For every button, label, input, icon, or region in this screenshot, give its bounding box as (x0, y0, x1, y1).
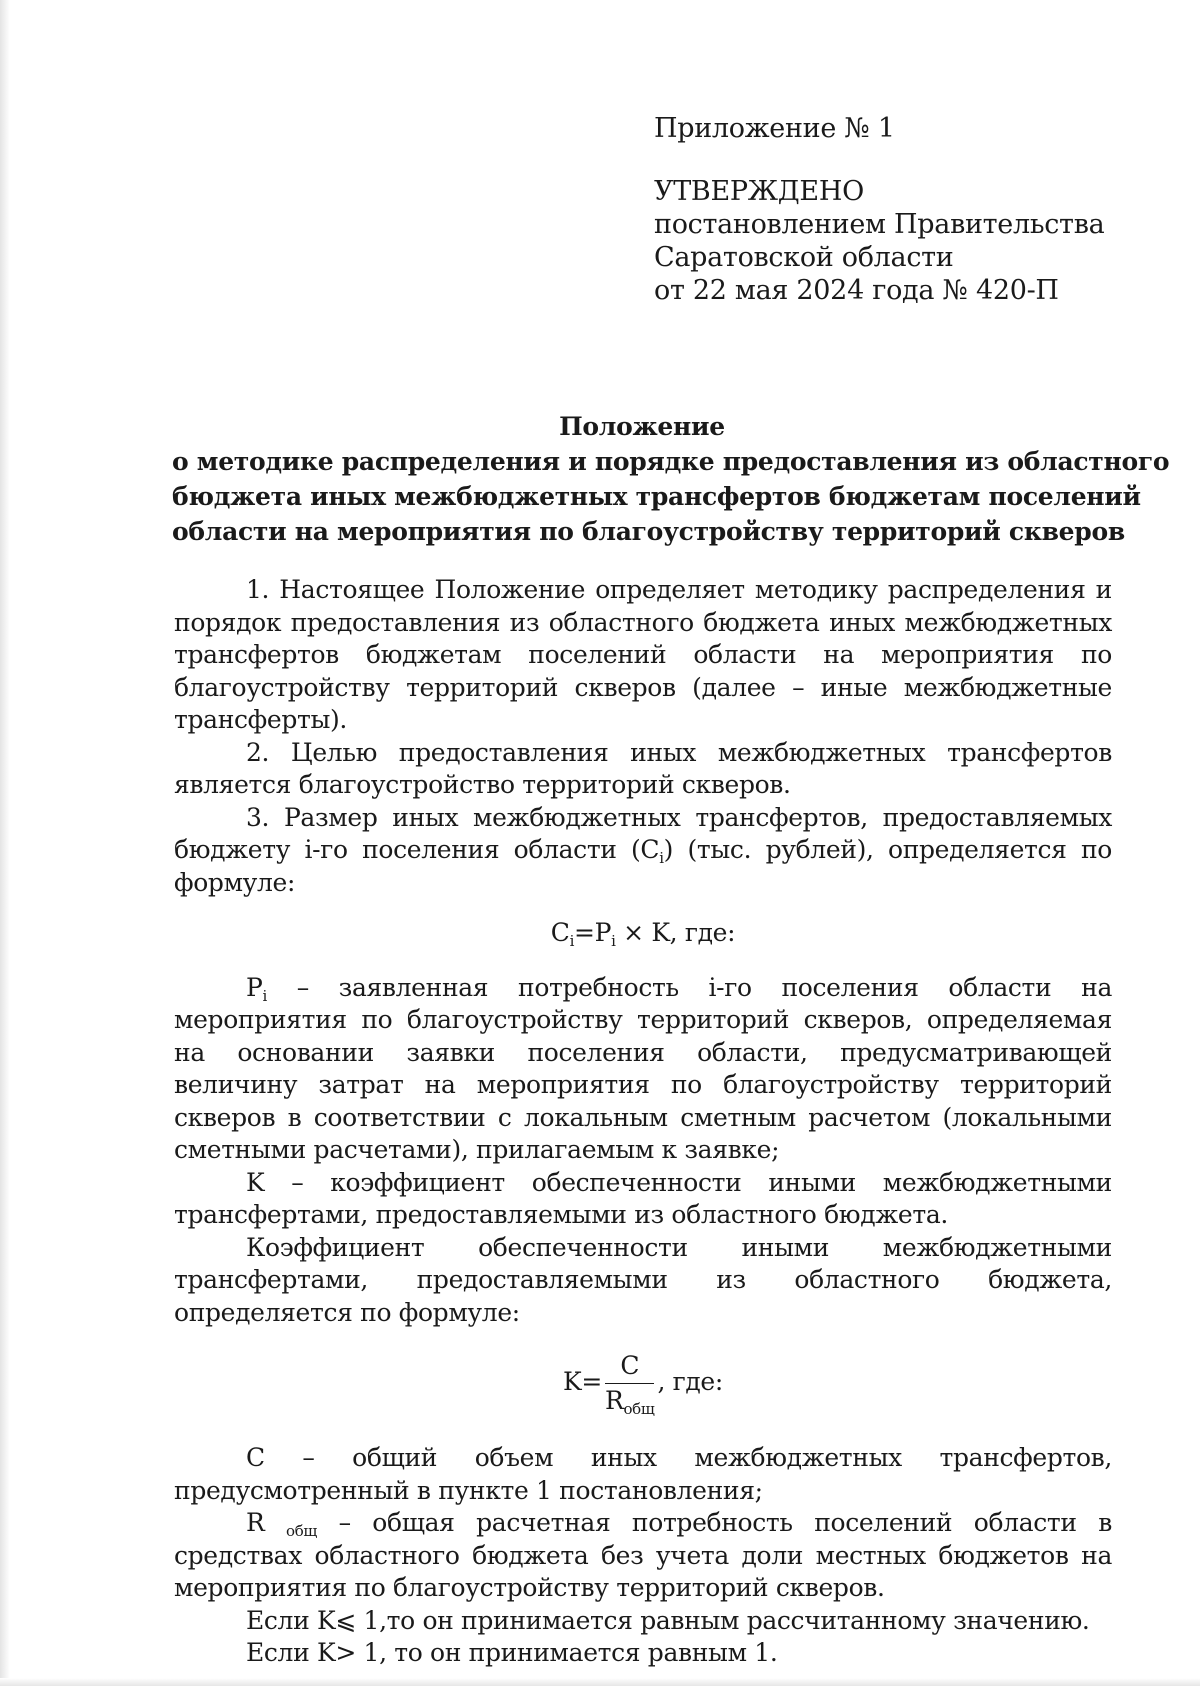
heading-line-1: о методике распределения и порядке предоставления из областного (172, 447, 1170, 476)
paragraph-3 (174, 802, 1112, 900)
formula-k-denominator (605, 1384, 654, 1418)
scan-bottom-edge (0, 1678, 1200, 1686)
paragraph-7: C – общий объем иных межбюджетных трансфертов, предусмотренный в пункте 1 постановления; (174, 1443, 1112, 1505)
paragraph-4 (174, 972, 1112, 1167)
paragraph-2: 2. Целью предоставления иных межбюджетных трансфертов является благоустройство территорий скверов. (174, 737, 1112, 799)
paragraph-10: Если K> 1, то он принимается равным 1. (246, 1638, 778, 1667)
heading-line-2: бюджета иных межбюджетных трансфертов бюджетам поселений (172, 482, 1141, 511)
appendix-number: Приложение № 1 (654, 113, 895, 144)
paragraph-3-text-a: 3. Размер иных межбюджетных трансфертов, предоставляемых бюджету i-го поселения области (C (174, 802, 1112, 864)
formula-ci-p-sub: i (611, 932, 616, 950)
formula-ci (174, 917, 1112, 950)
paragraph-4-text: – заявленная потребность i-го поселения области на мероприятия по благоустройству территорий скверов, определяемая на основании заявки поселения области, предусматривающей величину затрат на мероприятия по благоустройству территорий скверов в соответствии с локальным сметным расчетом (локальными сметными расчетами), прилагаемым к заявке; (174, 972, 1112, 1164)
document-body (174, 574, 1112, 1670)
paragraph-6: Коэффициент обеспеченности иными межбюджетными трансфертами, предоставляемыми из областного бюджета, определяется по формуле: (174, 1232, 1112, 1327)
paragraph-3-subscript: i (659, 849, 664, 867)
paragraph-8-symbol: R (246, 1508, 287, 1537)
approval-block (654, 112, 1174, 307)
formula-k-lhs: K= (563, 1367, 602, 1396)
formula-k-denominator-sub: общ (623, 1400, 655, 1418)
paragraph-9: Если K⩽ 1,то он принимается равным рассчитанному значению. (246, 1605, 1090, 1635)
approved-stamp-text: УТВЕРЖДЕНО (654, 176, 864, 207)
paragraph-8-text: – общая расчетная потребность поселений области в средствах областного бюджета без учета доли местных бюджетов на мероприятия по благоустройству территорий скверов. (174, 1508, 1113, 1602)
approval-line-2: Саратовской области (654, 242, 954, 273)
formula-ci-c-sub: i (569, 932, 575, 950)
heading-line-3: области на мероприятия по благоустройству территорий скверов (172, 517, 1125, 546)
paragraph-8 (174, 1507, 1112, 1605)
heading-title: Положение (559, 412, 725, 441)
formula-k-numerator: C (605, 1349, 654, 1384)
formula-ci-eq: =P (574, 918, 612, 947)
scan-left-edge (0, 0, 10, 1686)
paragraph-5: K – коэффициент обеспеченности иными межбюджетными трансфертами, предоставляемыми из областного бюджета. (174, 1167, 1112, 1229)
formula-k (174, 1349, 1112, 1418)
formula-k-denominator-symbol: R (604, 1386, 624, 1415)
paragraph-1: 1. Настоящее Положение определяет методику распределения и порядок предоставления из областного бюджета иных межбюджетных трансфертов бюджетам поселений области на мероприятия по благоустройству территорий скверов (далее – иные межбюджетные трансферты). (174, 575, 1112, 734)
approval-line-1: постановлением Правительства (654, 209, 1105, 240)
approval-line-3: от 22 мая 2024 года № 420-П (654, 275, 1059, 306)
document-heading (172, 409, 1170, 549)
formula-ci-rest: × K, где: (615, 918, 736, 947)
formula-ci-c: C (550, 918, 570, 947)
paragraph-3-text-b: ) (тыс. рублей), определяется по формуле: (174, 835, 1112, 897)
paragraph-4-subscript: i (262, 986, 267, 1005)
formula-k-rest: , где: (657, 1367, 723, 1396)
paragraph-8-subscript: общ (286, 1522, 318, 1540)
paragraph-4-symbol: P (246, 972, 263, 1002)
formula-k-fraction (605, 1349, 654, 1418)
